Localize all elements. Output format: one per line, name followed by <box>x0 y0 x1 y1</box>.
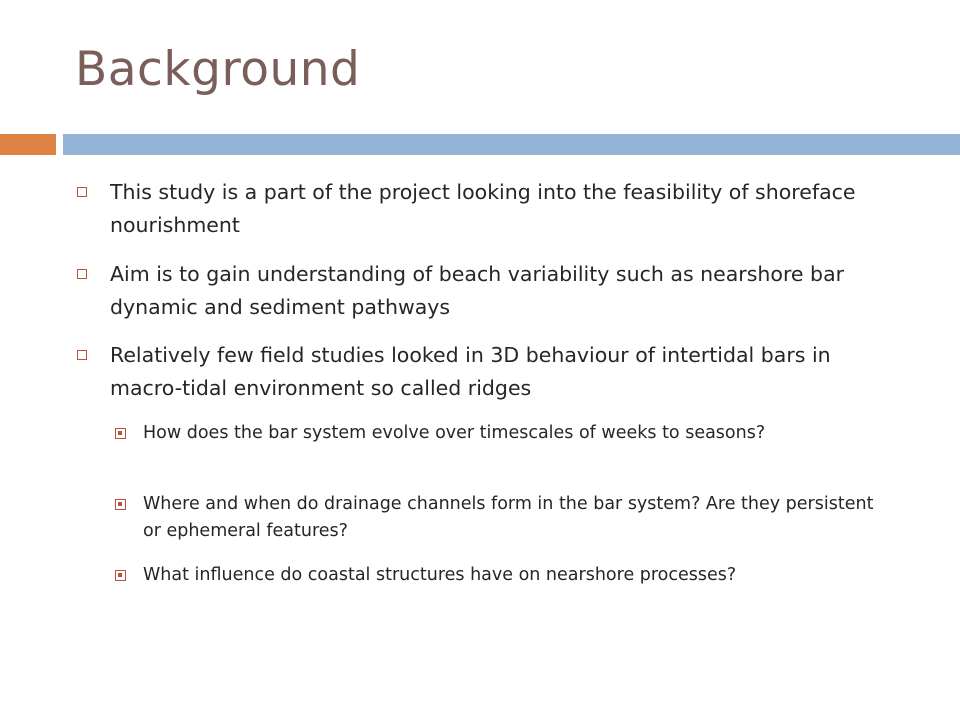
sub-bullet-text: Where and when do drainage channels form in the bar system? Are they persistent or ephemeral features? <box>143 494 874 541</box>
bullet-item <box>110 339 900 405</box>
slide-title: Background <box>75 42 361 97</box>
sub-bullet-item <box>143 562 893 589</box>
square-bullet-icon <box>77 350 87 360</box>
bullet-text: Aim is to gain understanding of beach variability such as nearshore bar dynamic and sediment pathways <box>110 262 845 319</box>
title-accent-bar <box>0 134 56 155</box>
sub-bullet-item <box>143 491 893 545</box>
sub-bullet-item <box>143 420 893 447</box>
title-rule-bar <box>63 134 960 155</box>
filled-square-bullet-icon <box>115 499 126 510</box>
bullet-item <box>110 176 900 242</box>
sub-bullet-text: What influence do coastal structures have on nearshore processes? <box>143 565 737 585</box>
filled-square-bullet-icon <box>115 570 126 581</box>
bullet-text: Relatively few field studies looked in 3D behaviour of intertidal bars in macro-tidal environment so called ridges <box>110 343 831 400</box>
sub-bullet-text: How does the bar system evolve over timescales of weeks to seasons? <box>143 423 766 443</box>
bullet-text: This study is a part of the project looking into the feasibility of shoreface nourishment <box>110 180 856 237</box>
bullet-item <box>110 258 900 324</box>
filled-square-bullet-icon <box>115 428 126 439</box>
square-bullet-icon <box>77 187 87 197</box>
square-bullet-icon <box>77 269 87 279</box>
